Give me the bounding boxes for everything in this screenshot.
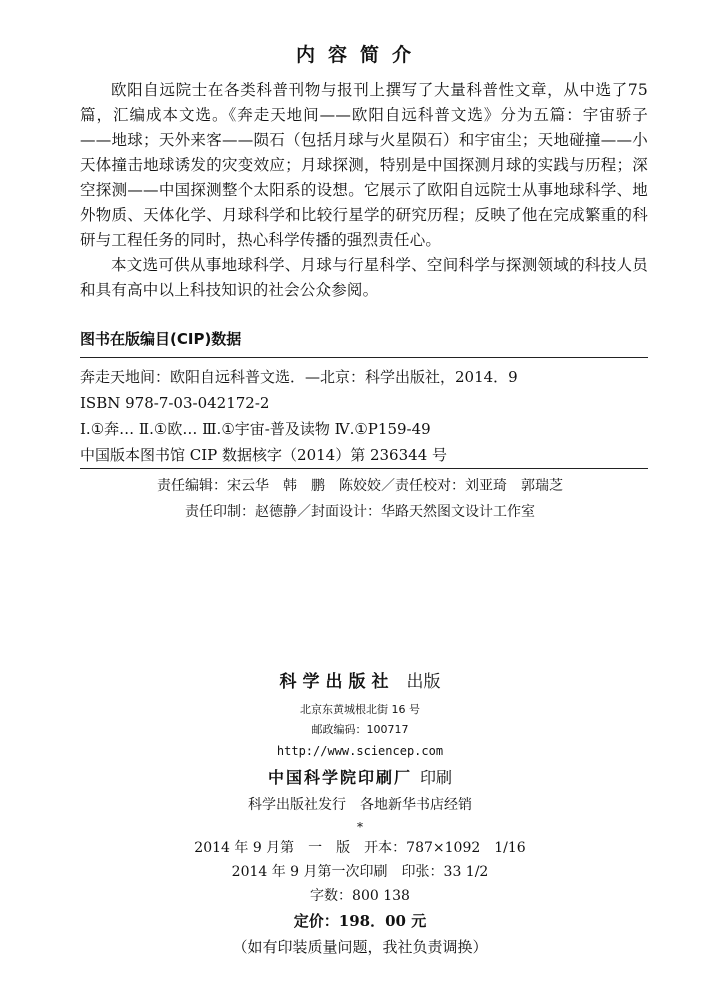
edition-line: 2014 年 9 月第 一 版 开本：787×1092 1/16: [194, 840, 526, 856]
publisher-address: 北京东黄城根北街 16 号: [300, 703, 420, 716]
cip-isbn-line: ISBN 978-7-03-042172-2: [80, 394, 270, 412]
cip-record-number-line: 中国版本图书馆 CIP 数据核字（2014）第 236344 号: [80, 446, 448, 464]
printer-name: 中国科学院印刷厂: [267, 768, 412, 787]
printing-line: 2014 年 9 月第一次印刷 印张：33 1/2: [231, 864, 489, 880]
publisher-name: 科学出版社: [279, 672, 395, 692]
cip-block: [80, 328, 648, 469]
production-credits: 责任印制：赵德静／封面设计：华路天然图文设计工作室: [185, 504, 535, 520]
cip-classification-line: Ⅰ.①奔… Ⅱ.①欧… Ⅲ.①宇宙-普及读物 Ⅳ.①P159-49: [80, 420, 431, 438]
summary-paragraph-1: 欧阳自远院士在各类科普刊物与报刊上撰写了大量科普性文章，从中选了75篇，汇编成本文选。《奔走天地间——欧阳自远科普文选》分为五篇：宇宙骄子——地球；天外来客——陨石（包括月球与火星陨石）和宇宙尘；天地碰撞——小天体撞击地球诱发的灾变效应；月球探测，特别是中国探测月球的实践与历程；深空探测——中国探测整个太阳系的设想。它展示了欧阳自远院士从事地球科学、地外物质、天体化学、月球科学和比较行星学的研究历程；反映了他在完成繁重的科研与工程任务的同时，热心科学传播的强烈责任心。: [80, 81, 648, 249]
postcode: 邮政编码：100717: [311, 723, 409, 736]
printer-suffix: 印刷: [420, 768, 453, 787]
editor-credits: 责任编辑：宋云华 韩 鹏 陈姣姣／责任校对：刘亚琦 郭瑞芝: [157, 478, 563, 494]
colophon: [0, 668, 720, 960]
summary-text: [80, 78, 648, 303]
word-count: 字数：800 138: [310, 888, 410, 904]
cip-title-line: 奔走天地间：欧阳自远科普文选．—北京：科学出版社，2014．9: [80, 368, 518, 386]
separator-mark: *: [357, 820, 363, 834]
publisher-suffix: 出版: [406, 672, 441, 692]
printer-line: [0, 764, 720, 792]
summary-title: 内容简介: [295, 44, 424, 66]
publisher-url: http://www.sciencep.com: [276, 744, 444, 758]
quality-note: （如有印装质量问题，我社负责调换）: [232, 938, 488, 956]
publisher-line: [0, 668, 720, 696]
cip-heading: 图书在版编目(CIP)数据: [80, 328, 648, 358]
summary-paragraph-2: 本文选可供从事地球科学、月球与行星科学、空间科学与探测领域的科技人员和具有高中以上科技知识的社会公众参阅。: [80, 256, 648, 299]
distribution-line: 科学出版社发行 各地新华书店经销: [248, 797, 472, 813]
price: 定价：198．00 元: [293, 912, 427, 930]
cip-lines: [80, 358, 648, 469]
